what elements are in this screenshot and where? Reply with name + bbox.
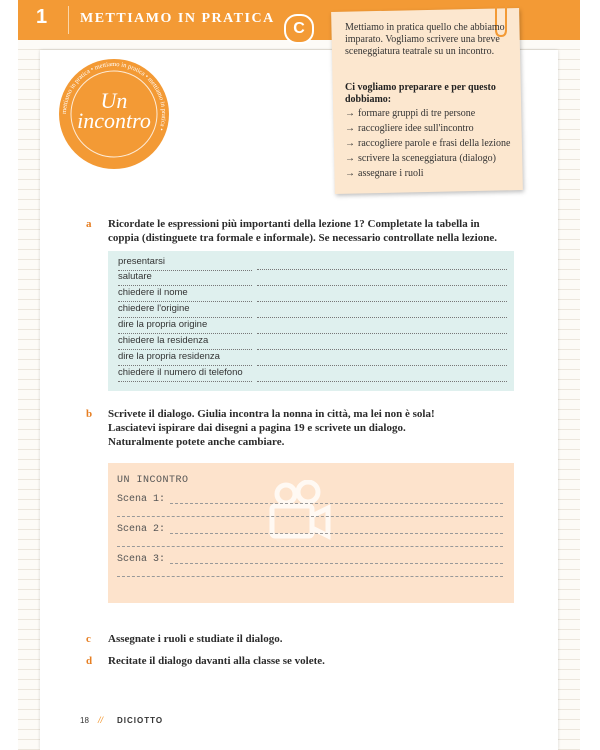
table-row-label: dire la propria origine xyxy=(118,319,252,334)
page-separator: // xyxy=(98,715,104,725)
exercise-d-letter: d xyxy=(86,655,93,667)
answer-line[interactable] xyxy=(257,333,507,334)
scene-label: Scena 3: xyxy=(117,554,166,565)
table-row-label: dire la propria residenza xyxy=(118,351,252,366)
header-divider xyxy=(68,6,69,34)
dialogue-title: UN INCONTRO xyxy=(117,475,189,486)
dialogue-line[interactable] xyxy=(117,516,503,517)
section-letter-badge: C xyxy=(284,14,314,44)
arrow-icon: → xyxy=(345,138,355,149)
arrow-icon: → xyxy=(345,168,355,179)
exercise-d-text: Recitate il dialogo davanti alla classe se volete. xyxy=(108,655,325,667)
note-item: → assegnare i ruoli xyxy=(345,168,424,179)
note-item: → raccogliere idee sull'incontro xyxy=(345,123,474,134)
stamp-title-line2: incontro xyxy=(77,108,151,133)
unit-number: 1 xyxy=(36,6,48,28)
note-bold: Ci vogliamo preparare e per questo dobbiamo: xyxy=(345,82,496,105)
stamp-title-line1: Un xyxy=(100,88,128,113)
scene-label: Scena 2: xyxy=(117,524,166,535)
note-item: → formare gruppi di tre persone xyxy=(345,108,476,119)
page-number: 18 xyxy=(80,716,89,725)
dialogue-line[interactable] xyxy=(170,503,503,504)
page-word: DICIOTTO xyxy=(117,716,164,725)
answer-line[interactable] xyxy=(257,381,507,382)
exercise-a-line1: Ricordate le espressioni più importanti della lezione 1? Completate la tabella in xyxy=(108,218,480,230)
arrow-icon: → xyxy=(345,123,355,134)
dialogue-line[interactable] xyxy=(117,576,503,577)
table-row-label: chiedere il numero di telefono xyxy=(118,367,252,382)
answer-line[interactable] xyxy=(257,365,507,366)
scene-label: Scena 1: xyxy=(117,494,166,505)
exercise-c-letter: c xyxy=(86,633,91,645)
answer-line[interactable] xyxy=(257,269,507,270)
dialogue-line[interactable] xyxy=(170,563,503,564)
exercise-a-letter: a xyxy=(86,218,92,230)
exercise-c-text: Assegnate i ruoli e studiate il dialogo. xyxy=(108,633,283,645)
answer-line[interactable] xyxy=(257,349,507,350)
answer-line[interactable] xyxy=(257,317,507,318)
table-row-label: chiedere l'origine xyxy=(118,303,252,318)
dialogue-line[interactable] xyxy=(170,533,503,534)
exercise-b-line3: Naturalmente potete anche cambiare. xyxy=(108,436,285,448)
exercise-b-line1: Scrivete il dialogo. Giulia incontra la nonna in città, ma lei non è sola! xyxy=(108,408,435,420)
table-row-label: presentarsi xyxy=(118,256,252,271)
note-item: → raccogliere parole e frasi della lezione xyxy=(345,138,511,149)
arrow-icon: → xyxy=(345,108,355,119)
exercise-b-line2: Lasciatevi ispirare dai disegni a pagina 19 e scrivete un dialogo. xyxy=(108,422,406,434)
answer-line[interactable] xyxy=(257,285,507,286)
stamp-circle-text: mettiamo in pratica • mettiamo in pratica • mettiamo in pratica • xyxy=(60,60,168,132)
section-title: METTIAMO IN PRATICA xyxy=(80,11,275,26)
exercise-b-letter: b xyxy=(86,408,93,420)
answer-line[interactable] xyxy=(257,301,507,302)
table-row-label: salutare xyxy=(118,271,252,286)
dialogue-line[interactable] xyxy=(117,546,503,547)
table-row-label: chiedere il nome xyxy=(118,287,252,302)
arrow-icon: → xyxy=(345,153,355,164)
note-intro: Mettiamo in pratica quello che abbiamo imparato. Vogliamo scrivere una breve sceneggiatura teatrale su un incontro. xyxy=(345,22,505,57)
exercise-a-line2: coppia (distinguete tra formale e informale). Se necessario controllate nella lezione. xyxy=(108,232,497,244)
table-row-label: chiedere la residenza xyxy=(118,335,252,350)
note-item: → scrivere la sceneggiatura (dialogo) xyxy=(345,153,496,164)
